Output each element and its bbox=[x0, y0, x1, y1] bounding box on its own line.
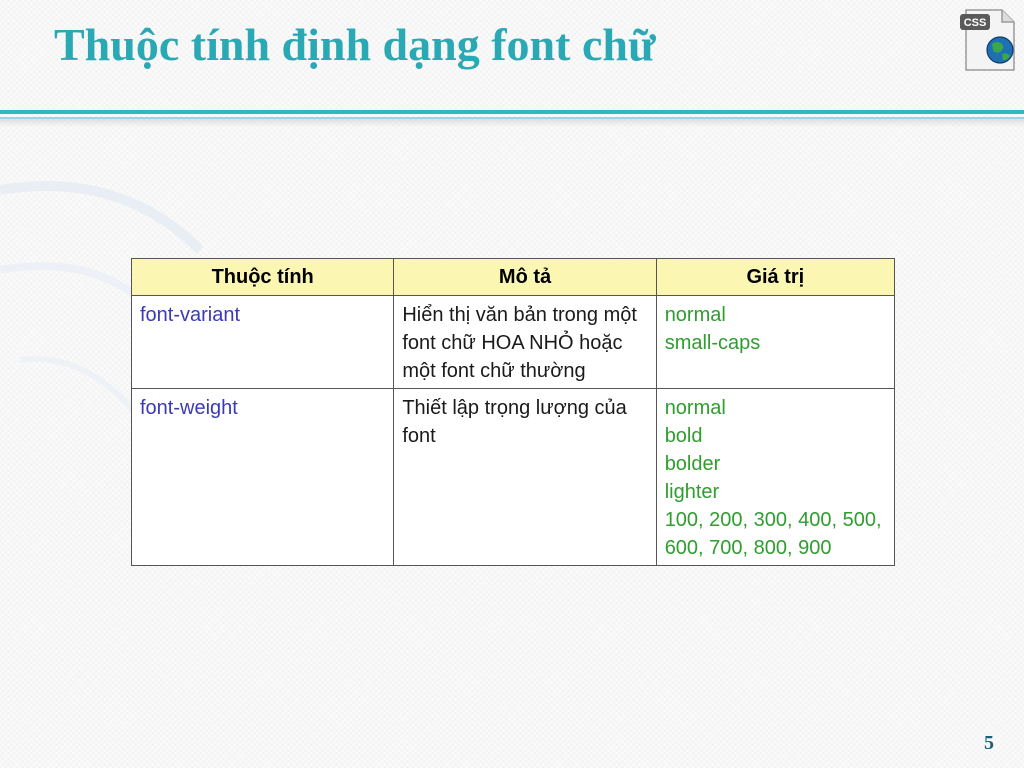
header-values: Giá trị bbox=[656, 259, 894, 296]
property-values bbox=[656, 389, 894, 566]
value-item: lighter bbox=[664, 481, 720, 503]
property-values bbox=[656, 296, 894, 389]
value-item: bold bbox=[664, 425, 703, 447]
css-file-icon bbox=[958, 6, 1020, 74]
value-item: bolder bbox=[664, 453, 721, 475]
header-property: Thuộc tính bbox=[132, 259, 394, 296]
table-row bbox=[132, 389, 895, 566]
property-name: font-weight bbox=[132, 389, 394, 566]
value-item: 100, 200, 300, 400, 500, 600, 700, 800, 900 bbox=[664, 509, 882, 559]
logo-text: CSS bbox=[963, 17, 987, 29]
property-description: Hiển thị văn bản trong một font chữ HOA NHỎ hoặc một font chữ thường bbox=[394, 296, 656, 389]
header-shadow bbox=[0, 119, 1024, 127]
header-description: Mô tả bbox=[394, 259, 656, 296]
table-header-row bbox=[132, 259, 895, 296]
property-name: font-variant bbox=[132, 296, 394, 389]
slide-title: Thuộc tính định dạng font chữ bbox=[54, 19, 656, 70]
property-table bbox=[131, 258, 895, 566]
page-number: 5 bbox=[984, 732, 994, 754]
property-description: Thiết lập trọng lượng của font bbox=[394, 389, 656, 566]
table-row bbox=[132, 296, 895, 389]
value-item: small-caps bbox=[664, 332, 761, 354]
value-item: normal bbox=[664, 304, 726, 326]
value-item: normal bbox=[664, 397, 726, 419]
header-divider bbox=[0, 110, 1024, 114]
